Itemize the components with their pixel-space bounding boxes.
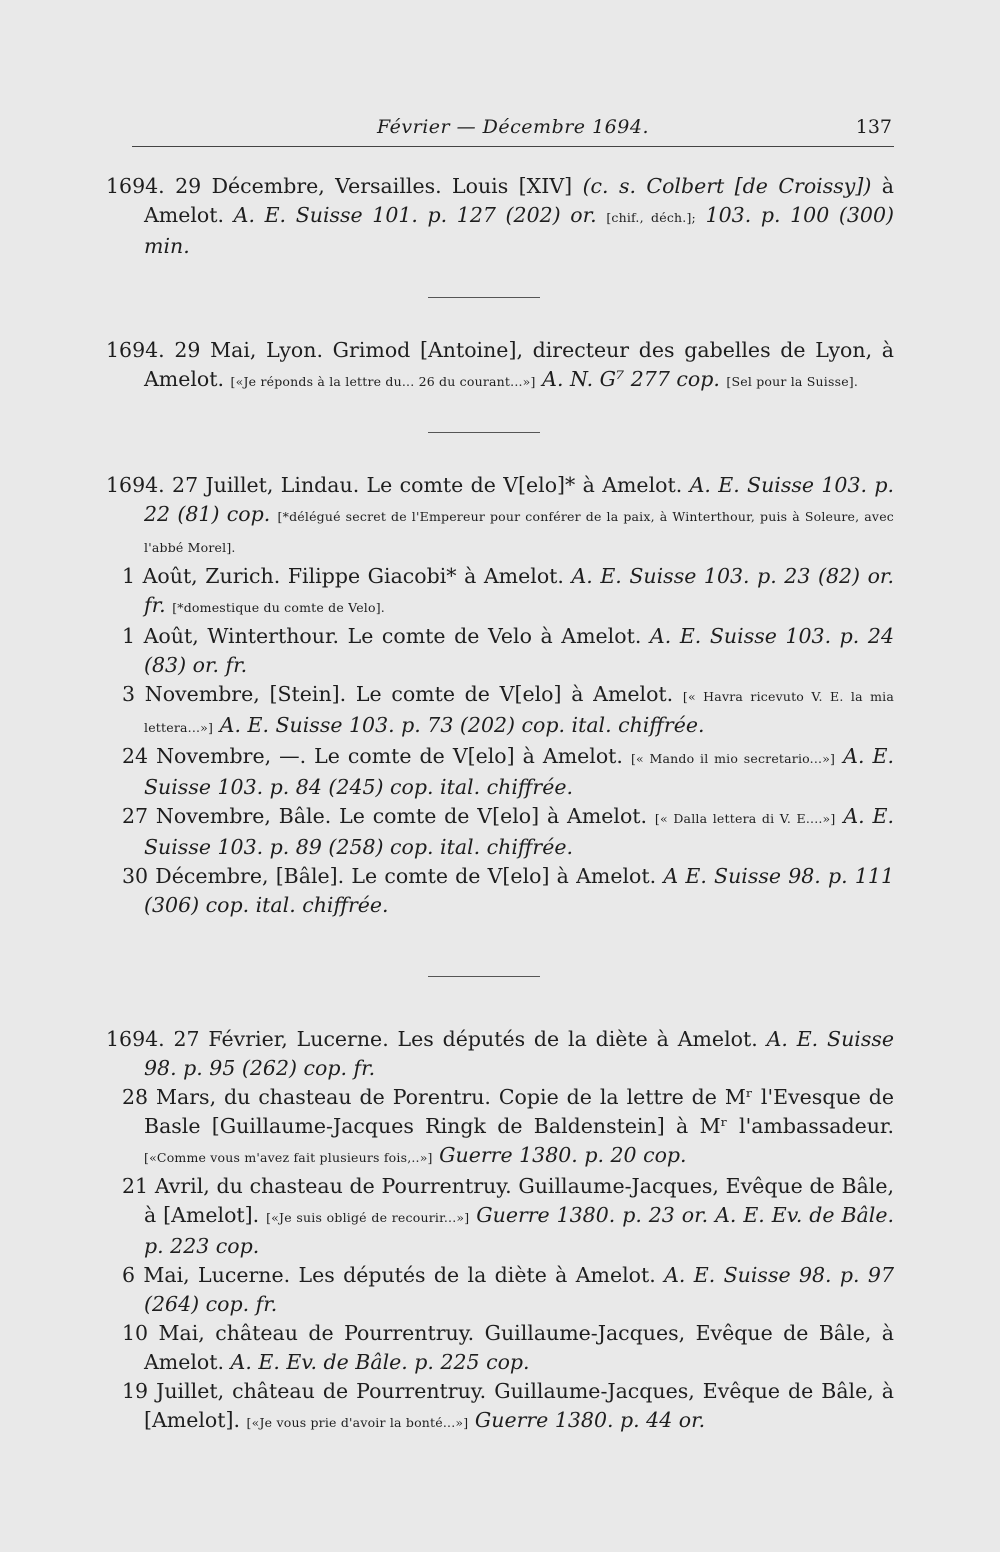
archive-reference: A. E. Suisse 98. p. 95 (262) cop. fr. (144, 1027, 894, 1080)
running-header (132, 116, 894, 147)
document-section (106, 297, 894, 396)
section-divider (428, 432, 540, 433)
editorial-note: [« Havra ricevuto V. E. la mia lettera...»] (144, 689, 894, 735)
header-title: Février — Décembre 1694. (377, 116, 649, 138)
entry-lead (106, 336, 894, 396)
archive-reference: Guerre 1380. p. 44 or. (474, 1408, 706, 1432)
editorial-note: [*domestique du comte de Velo]. (172, 600, 385, 615)
entry-sub (106, 562, 894, 622)
document-section (106, 976, 894, 1437)
entry-text: 1694. 29 Décembre, Versailles. Louis [XIV] (106, 174, 583, 198)
entry-text: 30 Décembre, [Bâle]. Le comte de V[elo] à Amelot. (122, 864, 664, 888)
section-divider (428, 976, 540, 977)
entry-text: 10 Mai, château de Pourrentruy. Guillaume-Jacques, Evêque de Bâle, à Amelot. (122, 1321, 894, 1374)
archive-reference: A. E. Suisse 103. p. 84 (245) cop. ital. chiffrée. (144, 744, 894, 799)
archive-reference: (c. s. Colbert [de Croissy]) (582, 174, 872, 198)
archive-reference: A. E. Suisse 103. p. 24 (83) or. fr. (144, 624, 894, 677)
archive-reference: A. E. Suisse 101. p. 127 (202) or. (233, 203, 597, 227)
entry-sub (106, 1083, 894, 1172)
archive-reference: A. E. Suisse 103. p. 22 (81) cop. (144, 473, 894, 526)
entry-sub (106, 680, 894, 742)
entry-text (696, 203, 706, 227)
archive-reference: 103. p. 100 (300) min. (144, 203, 894, 258)
entry-text: 1694. 29 Mai, Lyon. Grimod [Antoine], directeur des gabelles de Lyon, à Amelot. (106, 338, 894, 391)
editorial-note: [«Comme vous m'avez fait plusieurs fois,..»] (144, 1150, 433, 1165)
entry-text: 19 Juillet, château de Pourrentruy. Guillaume-Jacques, Evêque de Bâle, à [Amelot]. (122, 1379, 894, 1432)
entry-text: 6 Mai, Lucerne. Les députés de la diète à Amelot. (122, 1263, 665, 1287)
entry-text: 1694. 27 Juillet, Lindau. Le comte de V[elo]* à Amelot. (106, 473, 690, 497)
entry-lead (106, 1025, 894, 1083)
editorial-note: [*délégué secret de l'Empereur pour conférer de la paix, à Winterthour, puis à Soleure, avec l'abbé Morel]. (144, 509, 894, 555)
editorial-note: [« Mando il mio secretario...»] (630, 751, 836, 766)
archive-reference: Guerre 1380. p. 20 cop. (439, 1143, 687, 1167)
entry-text (835, 744, 843, 768)
entry-text: 1694. 27 Février, Lucerne. Les députés de la diète à Amelot. (106, 1027, 767, 1051)
entry-text: 21 Avril, du chasteau de Pourrentruy. Guillaume-Jacques, Evêque de Bâle, à [Amelot]. (122, 1174, 894, 1227)
editorial-note: [« Dalla lettera di V. E....»] (654, 811, 836, 826)
archive-reference: A. N. G⁷ 277 cop. (542, 367, 720, 391)
archive-reference: A. E. Ev. de Bâle. p. 225 cop. (230, 1350, 530, 1374)
entry-text: 24 Novembre, —. Le comte de V[elo] à Amelot. (122, 744, 631, 768)
editorial-note: [Sel pour la Suisse]. (726, 374, 859, 389)
archive-reference: Guerre 1380. p. 23 or. A. E. Ev. de Bâle. p. 223 cop. (144, 1203, 894, 1258)
editorial-note: [«Je vous prie d'avoir la bonté...»] (246, 1415, 469, 1430)
entry-text (597, 203, 607, 227)
entry-sub (106, 1261, 894, 1319)
entry-text: 1 Août, Winterthour. Le comte de Velo à Amelot. (122, 624, 650, 648)
editorial-note: [«Je suis obligé de recourir...»] (266, 1210, 470, 1225)
archive-reference: A. E. Suisse 103. p. 89 (258) cop. ital. chiffrée. (144, 804, 894, 859)
entry-sub (106, 742, 894, 802)
archive-reference: A. E. Suisse 103. p. 23 (82) or. fr. (144, 564, 894, 617)
entry-sub (106, 622, 894, 680)
entry-sub (106, 1377, 894, 1437)
entry-text: 3 Novembre, [Stein]. Le comte de V[elo] à Amelot. (122, 682, 683, 706)
entry-sub (106, 1319, 894, 1377)
entry-sub (106, 862, 894, 920)
editorial-note: [chif., déch.]; (606, 210, 696, 225)
entry-text (270, 502, 277, 526)
document-body (106, 172, 894, 1437)
entry-lead (106, 471, 894, 562)
entry-text: à Amelot. (144, 174, 894, 227)
document-section (106, 172, 894, 261)
document-section (106, 432, 894, 920)
editorial-note: [«Je réponds à la lettre du... 26 du courant...»] (230, 374, 536, 389)
entry-sub (106, 802, 894, 862)
archive-reference: A E. Suisse 98. p. 111 (306) cop. ital. chiffrée. (144, 864, 895, 917)
section-divider (428, 297, 540, 298)
entry-sub (106, 1172, 894, 1261)
entry-text: 27 Novembre, Bâle. Le comte de V[elo] à Amelot. (122, 804, 655, 828)
page-number: 137 (855, 116, 892, 138)
entry-text: 28 Mars, du chasteau de Porentru. Copie de la lettre de Mʳ l'Evesque de Basle [Guillaume-Jacques Ringk de Baldenstein] à Mʳ l'ambassadeur. (122, 1085, 894, 1138)
entry-text: 1 Août, Zurich. Filippe Giacobi* à Amelot. (122, 564, 572, 588)
entry-lead (106, 172, 894, 261)
archive-reference: A. E. Suisse 98. p. 97 (264) cop. fr. (144, 1263, 894, 1316)
archive-reference: A. E. Suisse 103. p. 73 (202) cop. ital. chiffrée. (219, 713, 705, 737)
